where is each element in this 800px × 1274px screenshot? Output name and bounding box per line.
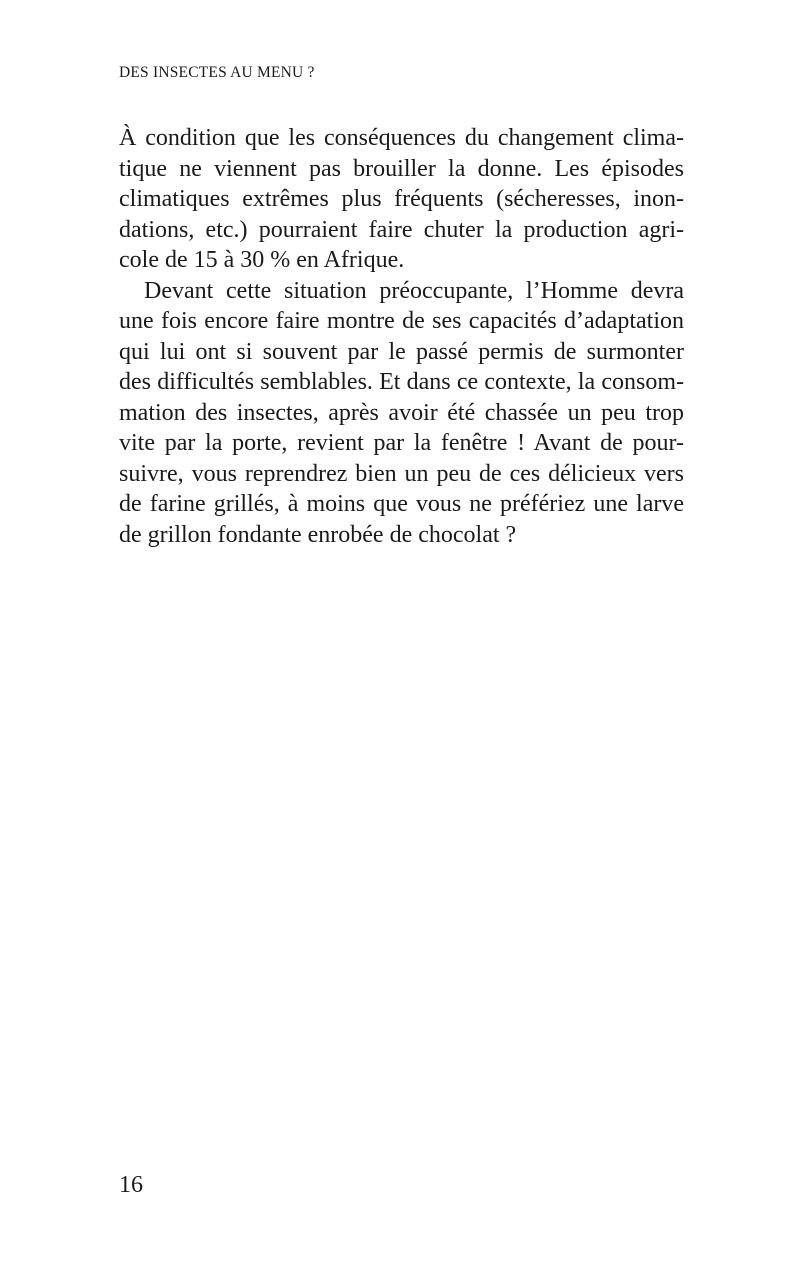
text-line: dations, etc.) pourraient faire chuter la production agri- (119, 216, 684, 243)
text-line: tique ne viennent pas brouiller la donne. Les épisodes (119, 155, 684, 182)
text-line: de grillon fondante enrobée de chocolat ? (119, 521, 517, 548)
text-line: des difficultés semblables. Et dans ce contexte, la consom- (119, 369, 684, 395)
text-line: de farine grillés, à moins que vous ne préfériez une larve (119, 491, 684, 517)
text-line: cole de 15 à 30 % en Afrique. (119, 247, 405, 273)
text-line: mation des insectes, après avoir été chassée un peu trop (119, 399, 684, 426)
text-line: climatiques extrêmes plus fréquents (sécheresses, inon- (119, 186, 684, 212)
text-line: vite par la porte, revient par la fenêtre ! Avant de pour- (119, 430, 684, 456)
text-line: qui lui ont si souvent par le passé permis de surmonter (119, 338, 684, 365)
page-number: 16 (119, 1172, 143, 1198)
body-text (119, 123, 684, 550)
text-line: suivre, vous reprendrez bien un peu de ces délicieux vers (119, 460, 684, 487)
paragraph-1 (119, 123, 684, 276)
text-line: une fois encore faire montre de ses capacités d’adaptation (119, 308, 684, 334)
text-line: À condition que les conséquences du changement clima- (119, 125, 684, 151)
running-header: DES INSECTES AU MENU ? (119, 64, 315, 81)
paragraph-2 (119, 276, 684, 551)
text-line: Devant cette situation préoccupante, l’Homme devra (144, 277, 684, 304)
